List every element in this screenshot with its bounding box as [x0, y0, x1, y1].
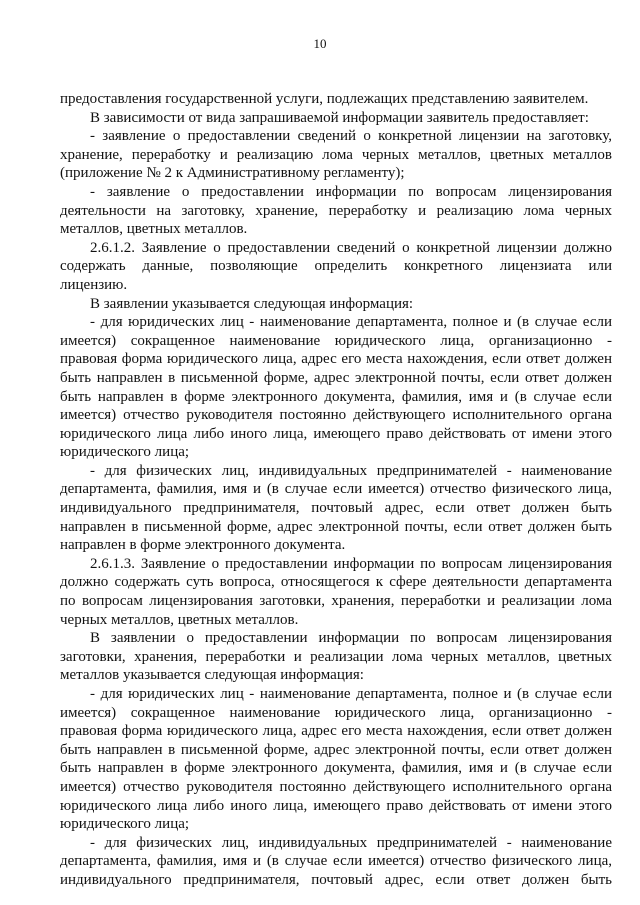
text-line: В зависимости от вида запрашиваемой информации заявитель предоставляет: [90, 109, 589, 126]
text-line: юридического лица; [60, 816, 190, 833]
text-line: индивидуального предпринимателя, почтовый адрес, если ответ должен быть [60, 500, 612, 517]
text-line: направлен в форме электронного документа. [60, 537, 346, 554]
text-line: быть направлен в форме электронного документа, фамилия, имя и (в случае если [60, 388, 612, 405]
text-line: быть направлен в письменной форме, адрес электронной почты, если ответ должен [60, 741, 612, 758]
page-number: 10 [313, 36, 327, 51]
text-line: - для юридических лиц - наименование департамента, полное и (в случае если [90, 314, 612, 331]
text-line: - для физических лиц, индивидуальных предпринимателей - наименование [90, 462, 612, 479]
text-line: должно содержать суть вопроса, относящегося к сфере деятельности департамента [60, 574, 612, 591]
text-line: 2.6.1.3. Заявление о предоставлении информации по вопросам лицензирования [90, 555, 612, 572]
text-line: В заявлении указывается следующая информация: [90, 295, 414, 312]
text-line: черных металлов, цветных металлов. [60, 611, 299, 628]
text-line: заготовки, хранения, переработки и реализации лома черных металлов, цветных [60, 648, 612, 665]
text-line: - для физических лиц, индивидуальных предпринимателей - наименование [90, 834, 612, 851]
text-line: имеется) отчество руководителя постоянно действующего исполнительного органа [60, 407, 612, 424]
text-line: (приложение № 2 к Административному регламенту); [60, 165, 405, 182]
text-line: хранение, переработку и реализацию лома черных металлов, цветных металлов [60, 146, 612, 163]
text-line: лицензию. [60, 276, 128, 293]
text-line: индивидуального предпринимателя, почтовый адрес, если ответ должен быть [60, 871, 612, 888]
text-line: В заявлении о предоставлении информации по вопросам лицензирования [90, 630, 612, 647]
text-line: - для юридических лиц - наименование департамента, полное и (в случае если [90, 686, 612, 702]
text-line: - заявление о предоставлении сведений о конкретной лицензии на заготовку, [90, 128, 612, 145]
text-line: юридического лица либо иного лица, имеющего право действовать от имени этого [60, 797, 612, 814]
text-line: 2.6.1.2. Заявление о предоставлении сведений о конкретной лицензии должно [90, 239, 612, 256]
document-body [60, 90, 612, 890]
text-line: металлов указывается следующая информация: [60, 667, 364, 684]
text-line: содержать данные, позволяющие определить конкретного лицензиата или [60, 258, 612, 275]
text-line: правовая форма юридического лица, адрес его места нахождения, если ответ должен [60, 351, 612, 368]
text-line: правовая форма юридического лица, адрес его места нахождения, если ответ должен [60, 723, 612, 740]
text-line: департамента, фамилия, имя и (в случае если имеется) отчество физического лица, [60, 481, 612, 498]
text-line: имеется) отчество руководителя постоянно действующего исполнительного органа [60, 778, 612, 795]
text-line: деятельности на заготовку, хранение, переработку и реализацию лома черных [60, 202, 612, 219]
text-line: юридического лица либо иного лица, имеющего право действовать от имени этого [60, 425, 612, 442]
text-line: по вопросам лицензирования заготовки, хранения, переработки и реализации лома [60, 593, 612, 610]
text-line: быть направлен в письменной форме, адрес электронной почты, если ответ должен [60, 369, 612, 386]
text-line: направлен в письменной форме, адрес электронной почты, если ответ должен быть [60, 518, 612, 535]
text-line: имеется) сокращенное наименование юридического лица, организационно - [60, 332, 612, 349]
text-line: - заявление о предоставлении информации по вопросам лицензирования [90, 183, 612, 200]
text-line: юридического лица; [60, 444, 190, 461]
text-line: металлов, цветных металлов. [60, 221, 248, 238]
text-line: предоставления государственной услуги, подлежащих представлению заявителем. [60, 91, 589, 107]
text-line: имеется) сокращенное наименование юридического лица, организационно - [60, 704, 612, 721]
text-line: быть направлен в форме электронного документа, фамилия, имя и (в случае если [60, 760, 612, 777]
text-line: департамента, фамилия, имя и (в случае если имеется) отчество физического лица, [60, 853, 612, 870]
